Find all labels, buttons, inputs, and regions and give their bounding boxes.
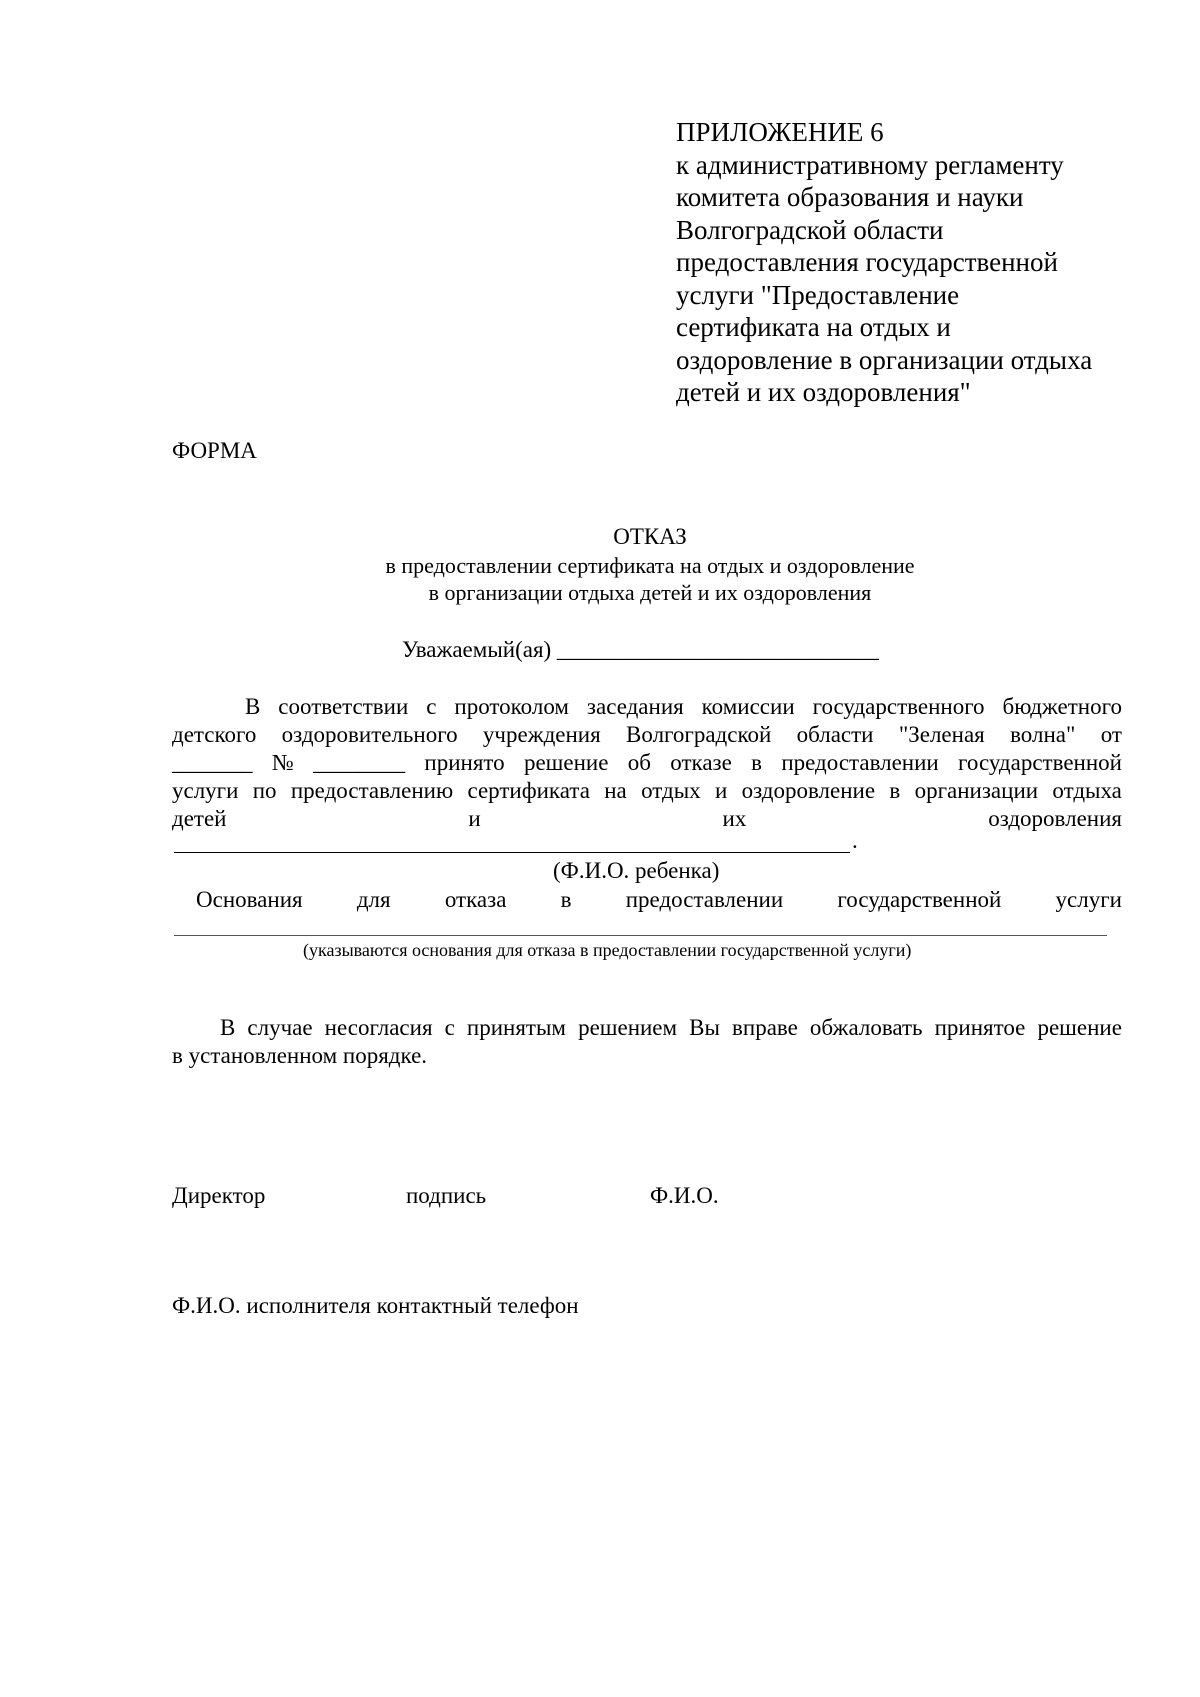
word: "Зеленая — [898, 722, 985, 747]
executor-contact-line: Ф.И.О. исполнителя контактный телефон — [172, 1293, 579, 1318]
word: организации — [914, 778, 1039, 803]
appendix-line: к административному регламенту — [676, 149, 1064, 180]
word: предоставлении — [625, 887, 784, 912]
word: отказе — [670, 750, 732, 775]
word: государственной — [958, 750, 1122, 775]
word: об — [627, 750, 651, 775]
word: в — [751, 750, 763, 775]
appendix-line: Волгоградской области — [676, 214, 944, 245]
word: волна" — [1010, 722, 1076, 747]
word: вправе — [732, 1015, 798, 1040]
word: учреждения — [482, 722, 601, 747]
word: области — [796, 722, 874, 747]
word: протоколом — [454, 694, 569, 719]
word: отдых — [641, 778, 701, 803]
word: Вы — [689, 1015, 720, 1040]
word: детей — [172, 806, 227, 831]
greeting-line: Уважаемый(ая) ____________________________ — [402, 637, 879, 662]
form-label: ФОРМА — [172, 438, 257, 463]
word: Волгоградской — [626, 722, 772, 747]
word: решение — [523, 750, 609, 775]
child-line-dot: . — [852, 828, 858, 853]
word: принятым — [466, 1015, 566, 1040]
word: комиссии — [701, 694, 795, 719]
word: В — [245, 694, 261, 719]
word: отказа — [444, 887, 507, 912]
word: ________ — [313, 750, 406, 775]
word: заседания — [586, 694, 684, 719]
signature-label: подпись — [406, 1183, 487, 1208]
word: несогласия — [324, 1015, 433, 1040]
child-name-caption: (Ф.И.О. ребенка) — [553, 858, 720, 883]
word: _______ — [172, 750, 253, 775]
grounds-line — [196, 887, 1122, 913]
word: В — [220, 1015, 236, 1040]
body-line — [172, 722, 1122, 748]
word: услуги — [172, 778, 239, 803]
word: для — [356, 887, 391, 912]
word: на — [604, 778, 627, 803]
appendix-line: предоставления государственной — [676, 247, 1058, 277]
word: решением — [578, 1015, 678, 1040]
appeal-line — [220, 1015, 1122, 1041]
word: оздоровительного — [281, 722, 458, 747]
word: и — [715, 778, 728, 803]
word: соответствии — [278, 694, 409, 719]
word: в — [889, 778, 901, 803]
word: по — [252, 778, 277, 803]
appendix-line: ПРИЛОЖЕНИЕ 6 — [676, 117, 884, 147]
appendix-line: оздоровление в организации отдыха — [676, 344, 1093, 375]
document-subtitle-line: в предоставлении сертификата на отдых и оздоровление — [385, 553, 915, 578]
child-name-underline — [174, 852, 850, 853]
word: государственного — [812, 694, 985, 719]
grounds-caption: (указываются основания для отказа в предоставлении государственной услуги) — [303, 940, 912, 960]
appendix-line: детей и их оздоровления" — [676, 377, 971, 407]
fio-label: Ф.И.О. — [650, 1183, 719, 1208]
word: № — [271, 750, 294, 775]
appendix-line: сертификата на отдых и — [676, 312, 951, 342]
body-line — [172, 750, 1122, 776]
word: в — [560, 887, 572, 912]
word: детского — [172, 722, 257, 747]
body-line — [245, 694, 1122, 720]
word: случае — [247, 1015, 313, 1040]
word: Основания — [196, 887, 303, 912]
appendix-line: услуги "Предоставление — [676, 279, 960, 310]
document-heading: ОТКАЗ — [613, 524, 687, 549]
word: государственной — [837, 887, 1002, 912]
word: оздоровление — [741, 778, 876, 803]
word: их — [722, 806, 747, 831]
appendix-header — [676, 116, 1146, 409]
word: отдыха — [1052, 778, 1122, 803]
word: бюджетного — [1002, 694, 1122, 719]
word: предоставлении — [781, 750, 939, 775]
word: обжаловать — [809, 1015, 923, 1040]
document-subtitle-line: в организации отдыха детей и их оздоровления — [428, 580, 872, 605]
body-line — [172, 806, 1122, 832]
word: принято — [424, 750, 505, 775]
body-line — [172, 778, 1122, 804]
appeal-line: в установленном порядке. — [172, 1043, 428, 1068]
word: с — [444, 1015, 455, 1040]
word: услуги — [1055, 887, 1122, 912]
word: предоставлению — [290, 778, 454, 803]
word: оздоровления — [988, 806, 1122, 831]
word: сертификата — [467, 778, 590, 803]
word: от — [1100, 722, 1122, 747]
word: и — [468, 806, 481, 831]
director-label: Директор — [172, 1183, 266, 1208]
word: решение — [1037, 1015, 1122, 1040]
grounds-underline — [174, 935, 1107, 936]
appendix-line: комитета образования и науки — [676, 182, 1024, 212]
word: с — [426, 694, 437, 719]
word: принятое — [934, 1015, 1026, 1040]
